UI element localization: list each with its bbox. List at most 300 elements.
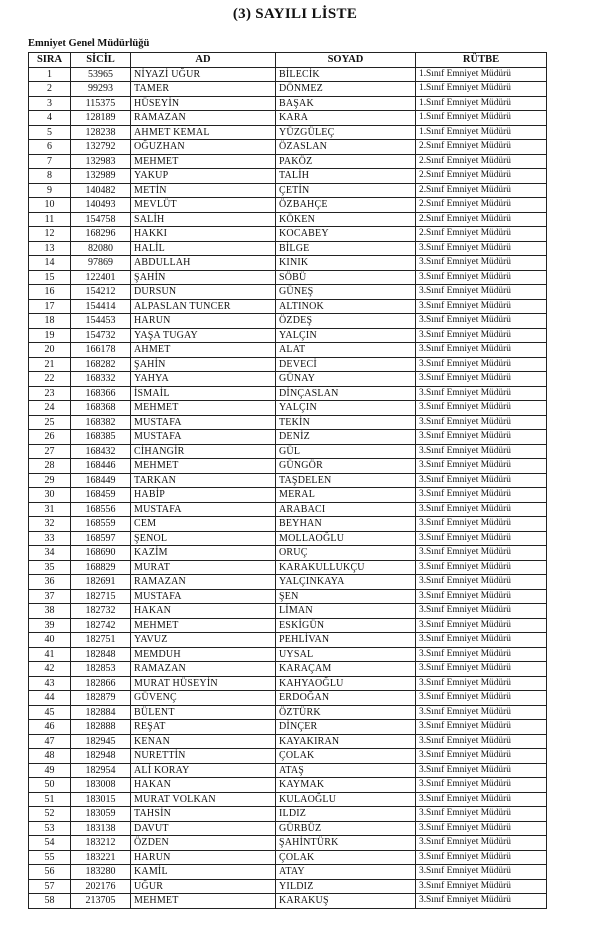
row-sicil: 182866 (71, 676, 131, 691)
row-soyad: ÇETİN (276, 183, 416, 198)
row-soyad: MOLLAOĞLU (276, 531, 416, 546)
row-sicil: 168446 (71, 459, 131, 474)
table-row (29, 807, 547, 822)
row-sicil: 132792 (71, 140, 131, 155)
row-sira: 11 (29, 212, 71, 227)
row-sira: 49 (29, 763, 71, 778)
row-soyad: DEVECİ (276, 357, 416, 372)
row-sira: 10 (29, 198, 71, 213)
row-soyad: YALÇIN (276, 328, 416, 343)
row-soyad: GÜNAY (276, 372, 416, 387)
row-ad: MURAT HÜSEYİN (131, 676, 276, 691)
row-soyad: ALAT (276, 343, 416, 358)
row-rutbe: 3.Sınıf Emniyet Müdürü (416, 662, 547, 677)
row-ad: HAKAN (131, 778, 276, 793)
row-ad: GÜVENÇ (131, 691, 276, 706)
row-rutbe: 3.Sınıf Emniyet Müdürü (416, 285, 547, 300)
row-sira: 7 (29, 154, 71, 169)
table-row (29, 865, 547, 880)
table-row (29, 415, 547, 430)
row-sira: 22 (29, 372, 71, 387)
table-row (29, 720, 547, 735)
row-soyad: ALTINOK (276, 299, 416, 314)
row-sira: 14 (29, 256, 71, 271)
table-row (29, 386, 547, 401)
row-ad: KAZİM (131, 546, 276, 561)
row-sicil: 132989 (71, 169, 131, 184)
row-ad: YAVUZ (131, 633, 276, 648)
row-rutbe: 3.Sınıf Emniyet Müdürü (416, 444, 547, 459)
table-row (29, 647, 547, 662)
row-soyad: ARABACI (276, 502, 416, 517)
row-sicil: 182884 (71, 705, 131, 720)
row-ad: OĞUZHAN (131, 140, 276, 155)
row-soyad: TEKİN (276, 415, 416, 430)
row-sira: 57 (29, 879, 71, 894)
row-sicil: 154453 (71, 314, 131, 329)
table-row (29, 125, 547, 140)
row-sira: 20 (29, 343, 71, 358)
table-header-row (29, 53, 547, 68)
row-rutbe: 3.Sınıf Emniyet Müdürü (416, 517, 547, 532)
row-ad: MUSTAFA (131, 415, 276, 430)
row-sicil: 182848 (71, 647, 131, 662)
table-row (29, 531, 547, 546)
row-soyad: GÜL (276, 444, 416, 459)
row-sicil: 168597 (71, 531, 131, 546)
table-row (29, 604, 547, 619)
row-ad: TARKAN (131, 473, 276, 488)
row-sicil: 183212 (71, 836, 131, 851)
row-rutbe: 3.Sınıf Emniyet Müdürü (416, 691, 547, 706)
row-ad: HAKAN (131, 604, 276, 619)
row-rutbe: 3.Sınıf Emniyet Müdürü (416, 850, 547, 865)
row-rutbe: 2.Sınıf Emniyet Müdürü (416, 198, 547, 213)
row-ad: MEHMET (131, 401, 276, 416)
column-header-soyad: SOYAD (276, 53, 416, 68)
row-rutbe: 3.Sınıf Emniyet Müdürü (416, 343, 547, 358)
table-row (29, 328, 547, 343)
row-soyad: TAŞDELEN (276, 473, 416, 488)
row-soyad: KÖKEN (276, 212, 416, 227)
row-sicil: 168556 (71, 502, 131, 517)
row-sira: 13 (29, 241, 71, 256)
row-soyad: KARAKUŞ (276, 894, 416, 909)
row-ad: AHMET (131, 343, 276, 358)
row-ad: CİHANGİR (131, 444, 276, 459)
row-ad: İSMAİL (131, 386, 276, 401)
row-rutbe: 3.Sınıf Emniyet Müdürü (416, 604, 547, 619)
row-rutbe: 3.Sınıf Emniyet Müdürü (416, 502, 547, 517)
row-rutbe: 3.Sınıf Emniyet Müdürü (416, 459, 547, 474)
row-rutbe: 3.Sınıf Emniyet Müdürü (416, 328, 547, 343)
row-rutbe: 3.Sınıf Emniyet Müdürü (416, 256, 547, 271)
row-soyad: ÖZTÜRK (276, 705, 416, 720)
row-rutbe: 3.Sınıf Emniyet Müdürü (416, 618, 547, 633)
table-row (29, 314, 547, 329)
table-row (29, 488, 547, 503)
row-rutbe: 3.Sınıf Emniyet Müdürü (416, 676, 547, 691)
row-rutbe: 3.Sınıf Emniyet Müdürü (416, 299, 547, 314)
row-ad: YAHYA (131, 372, 276, 387)
table-row (29, 183, 547, 198)
row-soyad: ÇOLAK (276, 749, 416, 764)
row-rutbe: 3.Sınıf Emniyet Müdürü (416, 763, 547, 778)
row-ad: HÜSEYİN (131, 96, 276, 111)
row-sira: 56 (29, 865, 71, 880)
row-sira: 54 (29, 836, 71, 851)
row-sicil: 182742 (71, 618, 131, 633)
row-rutbe: 3.Sınıf Emniyet Müdürü (416, 879, 547, 894)
row-ad: ŞAHİN (131, 357, 276, 372)
table-row (29, 836, 547, 851)
row-ad: MUSTAFA (131, 430, 276, 445)
row-sicil: 182888 (71, 720, 131, 735)
table-row (29, 227, 547, 242)
table-row (29, 662, 547, 677)
row-sira: 47 (29, 734, 71, 749)
row-sicil: 182954 (71, 763, 131, 778)
row-ad: KAMİL (131, 865, 276, 880)
row-ad: RAMAZAN (131, 575, 276, 590)
row-ad: HABİP (131, 488, 276, 503)
row-sicil: 183221 (71, 850, 131, 865)
row-ad: HARUN (131, 850, 276, 865)
row-sira: 21 (29, 357, 71, 372)
row-sicil: 53965 (71, 67, 131, 82)
row-sicil: 213705 (71, 894, 131, 909)
row-ad: NURETTİN (131, 749, 276, 764)
table-row (29, 763, 547, 778)
row-sira: 33 (29, 531, 71, 546)
institution-subtitle: Emniyet Genel Müdürlüğü (28, 38, 150, 49)
row-sira: 3 (29, 96, 71, 111)
row-sicil: 128238 (71, 125, 131, 140)
table-row (29, 575, 547, 590)
row-sira: 28 (29, 459, 71, 474)
row-sira: 15 (29, 270, 71, 285)
row-ad: TAHSİN (131, 807, 276, 822)
row-ad: RAMAZAN (131, 111, 276, 126)
row-sicil: 99293 (71, 82, 131, 97)
table-row (29, 502, 547, 517)
table-row (29, 618, 547, 633)
row-soyad: ÖZASLAN (276, 140, 416, 155)
row-soyad: ORUÇ (276, 546, 416, 561)
row-rutbe: 3.Sınıf Emniyet Müdürü (416, 720, 547, 735)
row-sira: 35 (29, 560, 71, 575)
table-row (29, 343, 547, 358)
row-soyad: GÜNGÖR (276, 459, 416, 474)
table-row (29, 241, 547, 256)
row-ad: REŞAT (131, 720, 276, 735)
row-sicil: 182945 (71, 734, 131, 749)
row-soyad: BEYHAN (276, 517, 416, 532)
table-row (29, 111, 547, 126)
row-soyad: KOCABEY (276, 227, 416, 242)
row-rutbe: 3.Sınıf Emniyet Müdürü (416, 734, 547, 749)
table-row (29, 517, 547, 532)
row-sira: 18 (29, 314, 71, 329)
row-sira: 40 (29, 633, 71, 648)
row-soyad: KARAKULLUKÇU (276, 560, 416, 575)
row-sira: 53 (29, 821, 71, 836)
row-ad: ABDULLAH (131, 256, 276, 271)
row-sira: 38 (29, 604, 71, 619)
row-sira: 4 (29, 111, 71, 126)
table-row (29, 430, 547, 445)
row-sira: 50 (29, 778, 71, 793)
row-rutbe: 3.Sınıf Emniyet Müdürü (416, 633, 547, 648)
row-rutbe: 3.Sınıf Emniyet Müdürü (416, 488, 547, 503)
row-sicil: 154732 (71, 328, 131, 343)
row-soyad: ŞEN (276, 589, 416, 604)
row-soyad: KINIK (276, 256, 416, 271)
row-sira: 5 (29, 125, 71, 140)
table-row (29, 256, 547, 271)
row-ad: ŞENOL (131, 531, 276, 546)
row-sira: 51 (29, 792, 71, 807)
row-ad: NİYAZİ UĞUR (131, 67, 276, 82)
row-rutbe: 3.Sınıf Emniyet Müdürü (416, 589, 547, 604)
row-soyad: ATAŞ (276, 763, 416, 778)
table-row (29, 473, 547, 488)
row-sira: 52 (29, 807, 71, 822)
row-rutbe: 3.Sınıf Emniyet Müdürü (416, 647, 547, 662)
row-ad: ALPASLAN TUNCER (131, 299, 276, 314)
table-row (29, 67, 547, 82)
row-soyad: YALÇINKAYA (276, 575, 416, 590)
row-sicil: 182751 (71, 633, 131, 648)
row-ad: TAMER (131, 82, 276, 97)
table-row (29, 734, 547, 749)
row-sicil: 97869 (71, 256, 131, 271)
table-row (29, 850, 547, 865)
row-sira: 31 (29, 502, 71, 517)
row-ad: YAKUP (131, 169, 276, 184)
table-row (29, 560, 547, 575)
row-soyad: BİLGE (276, 241, 416, 256)
row-soyad: BİLECİK (276, 67, 416, 82)
row-rutbe: 3.Sınıf Emniyet Müdürü (416, 575, 547, 590)
row-ad: DAVUT (131, 821, 276, 836)
row-ad: ŞAHİN (131, 270, 276, 285)
row-soyad: ÇOLAK (276, 850, 416, 865)
table-row (29, 778, 547, 793)
row-ad: HAKKI (131, 227, 276, 242)
row-sicil: 182715 (71, 589, 131, 604)
row-sicil: 182691 (71, 575, 131, 590)
row-ad: MEHMET (131, 894, 276, 909)
row-soyad: KAYAKIRAN (276, 734, 416, 749)
row-rutbe: 3.Sınıf Emniyet Müdürü (416, 473, 547, 488)
row-sicil: 183138 (71, 821, 131, 836)
row-ad: MEHMET (131, 459, 276, 474)
row-soyad: ILDIZ (276, 807, 416, 822)
row-rutbe: 3.Sınıf Emniyet Müdürü (416, 836, 547, 851)
row-rutbe: 3.Sınıf Emniyet Müdürü (416, 560, 547, 575)
column-header-rutbe: RÜTBE (416, 53, 547, 68)
table-row (29, 633, 547, 648)
row-sira: 55 (29, 850, 71, 865)
row-sira: 8 (29, 169, 71, 184)
row-rutbe: 3.Sınıf Emniyet Müdürü (416, 778, 547, 793)
row-sira: 17 (29, 299, 71, 314)
row-soyad: TALİH (276, 169, 416, 184)
row-soyad: DÖNMEZ (276, 82, 416, 97)
row-rutbe: 2.Sınıf Emniyet Müdürü (416, 140, 547, 155)
row-ad: METİN (131, 183, 276, 198)
row-sicil: 168382 (71, 415, 131, 430)
row-rutbe: 3.Sınıf Emniyet Müdürü (416, 241, 547, 256)
personnel-table (28, 52, 547, 909)
row-sira: 36 (29, 575, 71, 590)
row-sira: 39 (29, 618, 71, 633)
row-sicil: 115375 (71, 96, 131, 111)
row-sicil: 122401 (71, 270, 131, 285)
row-sicil: 168385 (71, 430, 131, 445)
row-sicil: 202176 (71, 879, 131, 894)
row-sira: 23 (29, 386, 71, 401)
row-sicil: 182853 (71, 662, 131, 677)
row-rutbe: 3.Sınıf Emniyet Müdürü (416, 430, 547, 445)
row-sira: 19 (29, 328, 71, 343)
row-soyad: KULAOĞLU (276, 792, 416, 807)
row-sicil: 168559 (71, 517, 131, 532)
row-rutbe: 3.Sınıf Emniyet Müdürü (416, 531, 547, 546)
row-ad: MEHMET (131, 618, 276, 633)
row-sira: 12 (29, 227, 71, 242)
row-sicil: 168690 (71, 546, 131, 561)
table-row (29, 96, 547, 111)
row-soyad: DİNÇER (276, 720, 416, 735)
row-sira: 58 (29, 894, 71, 909)
table-row (29, 401, 547, 416)
row-soyad: BAŞAK (276, 96, 416, 111)
row-rutbe: 3.Sınıf Emniyet Müdürü (416, 865, 547, 880)
row-ad: CEM (131, 517, 276, 532)
row-soyad: SÖBÜ (276, 270, 416, 285)
row-soyad: UYSAL (276, 647, 416, 662)
row-soyad: LİMAN (276, 604, 416, 619)
row-sicil: 132983 (71, 154, 131, 169)
row-sicil: 128189 (71, 111, 131, 126)
row-sicil: 183015 (71, 792, 131, 807)
page-title: (3) SAYILI LİSTE (232, 6, 358, 22)
row-ad: YAŞA TUGAY (131, 328, 276, 343)
row-soyad: KARA (276, 111, 416, 126)
row-rutbe: 1.Sınıf Emniyet Müdürü (416, 125, 547, 140)
row-sira: 43 (29, 676, 71, 691)
row-ad: DURSUN (131, 285, 276, 300)
row-sicil: 183008 (71, 778, 131, 793)
table-row (29, 546, 547, 561)
row-ad: HALİL (131, 241, 276, 256)
table-row (29, 705, 547, 720)
row-ad: MEVLÜT (131, 198, 276, 213)
row-sicil: 166178 (71, 343, 131, 358)
row-ad: HARUN (131, 314, 276, 329)
row-sira: 32 (29, 517, 71, 532)
row-sira: 2 (29, 82, 71, 97)
row-soyad: ÖZBAHÇE (276, 198, 416, 213)
row-sira: 25 (29, 415, 71, 430)
row-soyad: KAYMAK (276, 778, 416, 793)
row-ad: SALİH (131, 212, 276, 227)
column-header-ad: AD (131, 53, 276, 68)
row-rutbe: 3.Sınıf Emniyet Müdürü (416, 372, 547, 387)
row-sicil: 140482 (71, 183, 131, 198)
row-soyad: DİNÇASLAN (276, 386, 416, 401)
row-rutbe: 1.Sınıf Emniyet Müdürü (416, 96, 547, 111)
row-sira: 16 (29, 285, 71, 300)
row-ad: ALİ KORAY (131, 763, 276, 778)
row-sicil: 168432 (71, 444, 131, 459)
row-soyad: ERDOĞAN (276, 691, 416, 706)
row-sicil: 140493 (71, 198, 131, 213)
row-sira: 9 (29, 183, 71, 198)
row-sicil: 168459 (71, 488, 131, 503)
row-ad: MUSTAFA (131, 589, 276, 604)
table-row (29, 589, 547, 604)
row-rutbe: 2.Sınıf Emniyet Müdürü (416, 169, 547, 184)
row-ad: KENAN (131, 734, 276, 749)
row-ad: UĞUR (131, 879, 276, 894)
row-rutbe: 3.Sınıf Emniyet Müdürü (416, 807, 547, 822)
row-sicil: 168829 (71, 560, 131, 575)
row-sira: 6 (29, 140, 71, 155)
row-sira: 37 (29, 589, 71, 604)
row-ad: BÜLENT (131, 705, 276, 720)
row-ad: MEHMET (131, 154, 276, 169)
row-sicil: 182948 (71, 749, 131, 764)
row-sicil: 182732 (71, 604, 131, 619)
row-rutbe: 3.Sınıf Emniyet Müdürü (416, 415, 547, 430)
row-rutbe: 3.Sınıf Emniyet Müdürü (416, 546, 547, 561)
table-row (29, 198, 547, 213)
row-soyad: PEHLİVAN (276, 633, 416, 648)
row-sira: 41 (29, 647, 71, 662)
row-rutbe: 1.Sınıf Emniyet Müdürü (416, 67, 547, 82)
row-rutbe: 3.Sınıf Emniyet Müdürü (416, 894, 547, 909)
row-sicil: 168449 (71, 473, 131, 488)
row-soyad: MERAL (276, 488, 416, 503)
row-ad: MURAT VOLKAN (131, 792, 276, 807)
row-sira: 46 (29, 720, 71, 735)
table-row (29, 154, 547, 169)
row-rutbe: 2.Sınıf Emniyet Müdürü (416, 183, 547, 198)
row-sira: 42 (29, 662, 71, 677)
table-row (29, 372, 547, 387)
row-ad: AHMET KEMAL (131, 125, 276, 140)
row-soyad: ÖZDEŞ (276, 314, 416, 329)
row-sicil: 154414 (71, 299, 131, 314)
table-row (29, 894, 547, 909)
table-row (29, 270, 547, 285)
row-soyad: ŞAHİNTÜRK (276, 836, 416, 851)
row-rutbe: 1.Sınıf Emniyet Müdürü (416, 82, 547, 97)
row-rutbe: 3.Sınıf Emniyet Müdürü (416, 270, 547, 285)
table-row (29, 82, 547, 97)
table-row (29, 444, 547, 459)
row-ad: RAMAZAN (131, 662, 276, 677)
row-sicil: 168296 (71, 227, 131, 242)
row-sicil: 168366 (71, 386, 131, 401)
row-sira: 27 (29, 444, 71, 459)
row-soyad: GÜRBÜZ (276, 821, 416, 836)
row-soyad: DENİZ (276, 430, 416, 445)
row-rutbe: 3.Sınıf Emniyet Müdürü (416, 749, 547, 764)
